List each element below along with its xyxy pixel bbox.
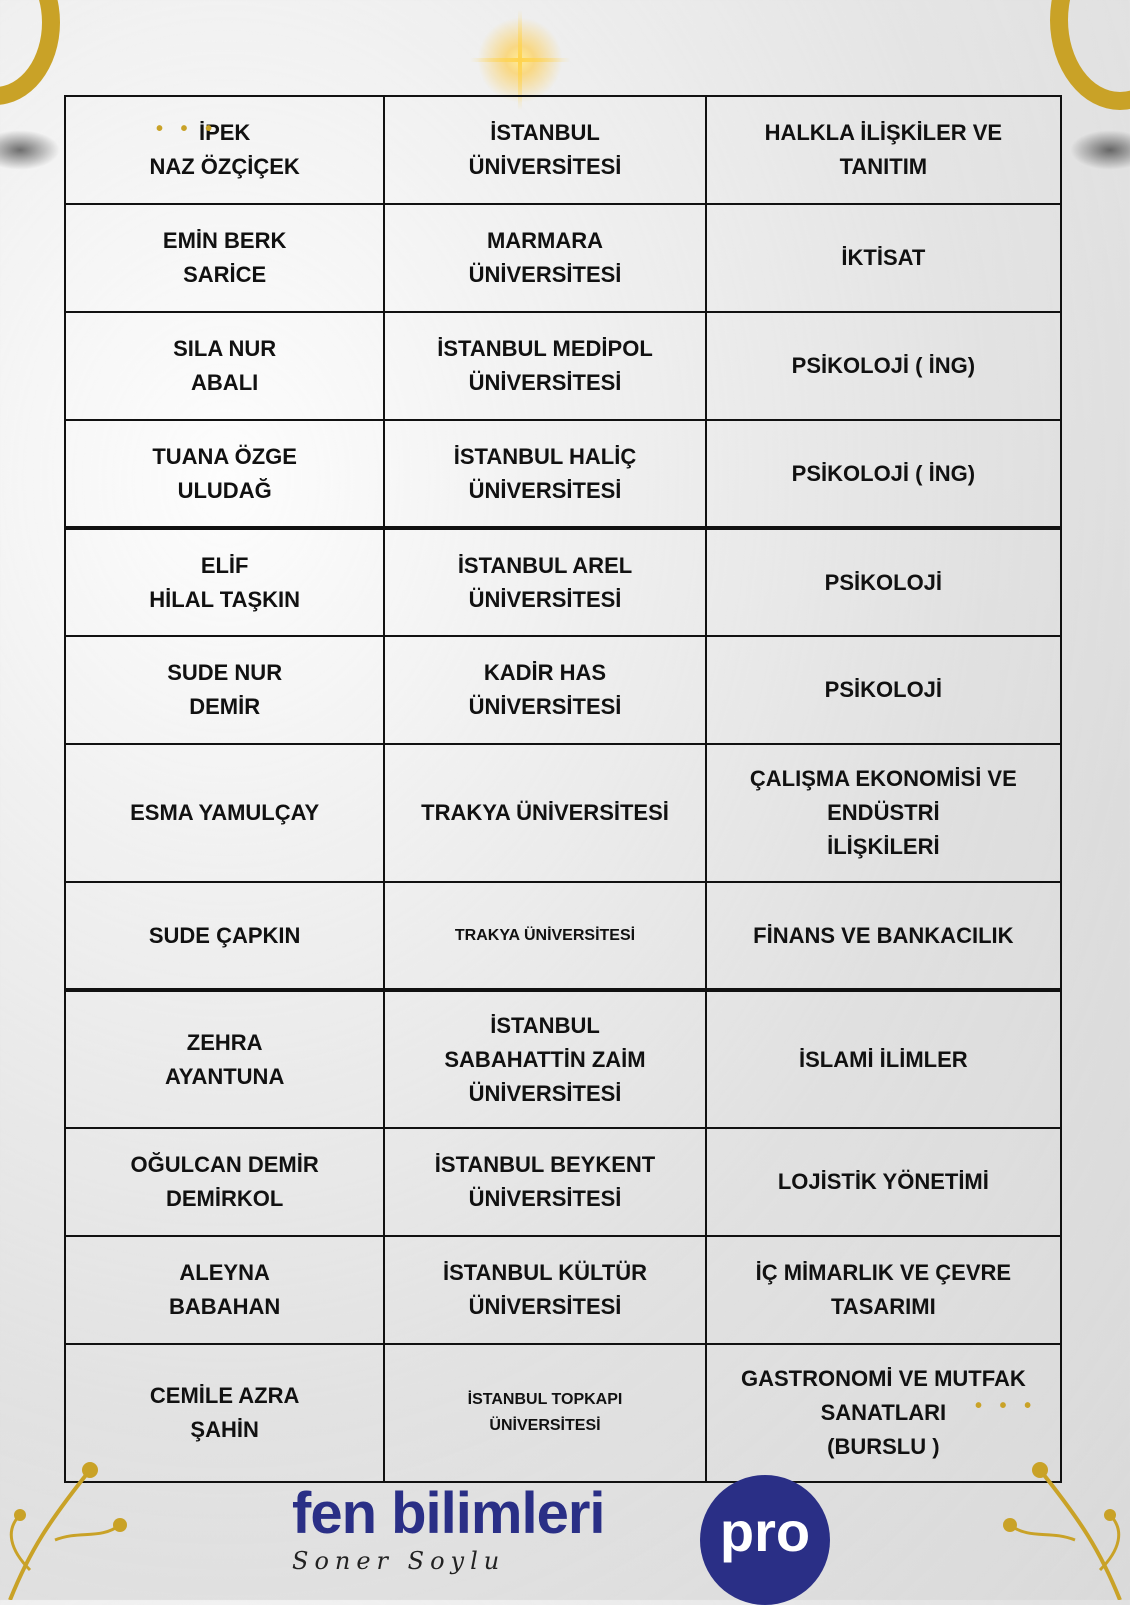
department-name: PSİKOLOJİ ( İNG) xyxy=(706,312,1061,420)
table-row xyxy=(65,204,1061,312)
table-row xyxy=(65,96,1061,204)
university-name: İSTANBUL MEDİPOL ÜNİVERSİTESİ xyxy=(384,312,705,420)
gold-dots-decoration: • • • xyxy=(156,118,219,140)
table-row xyxy=(65,744,1061,882)
university-name: TRAKYA ÜNİVERSİTESİ xyxy=(384,882,705,990)
student-name: SUDE ÇAPKIN xyxy=(65,882,384,990)
logo-badge-text: pro xyxy=(719,1500,811,1563)
department-name: İÇ MİMARLIK VE ÇEVRE TASARIMI xyxy=(706,1236,1061,1344)
department-name: PSİKOLOJİ xyxy=(706,636,1061,744)
university-name: İSTANBUL SABAHATTİN ZAİM ÜNİVERSİTESİ xyxy=(384,990,705,1128)
student-name: İPEK NAZ ÖZÇİÇEK xyxy=(65,96,384,204)
student-name: ZEHRA AYANTUNA xyxy=(65,990,384,1128)
department-name: GASTRONOMİ VE MUTFAK SANATLARI (BURSLU ) xyxy=(706,1344,1061,1482)
university-name: MARMARA ÜNİVERSİTESİ xyxy=(384,204,705,312)
gold-plant-decoration-left xyxy=(0,1430,150,1600)
university-name: İSTANBUL HALİÇ ÜNİVERSİTESİ xyxy=(384,420,705,528)
student-name: SUDE NUR DEMİR xyxy=(65,636,384,744)
department-name: İKTİSAT xyxy=(706,204,1061,312)
student-name: ALEYNA BABAHAN xyxy=(65,1236,384,1344)
student-name: ESMA YAMULÇAY xyxy=(65,744,384,882)
table-row xyxy=(65,1344,1061,1482)
logo-signature: Soner Soylu xyxy=(292,1547,506,1575)
logo-badge xyxy=(700,1475,830,1605)
student-name: TUANA ÖZGE ULUDAĞ xyxy=(65,420,384,528)
table-row xyxy=(65,420,1061,528)
department-name: İSLAMİ İLİMLER xyxy=(706,990,1061,1128)
gold-dots-decoration: • • • xyxy=(975,1395,1038,1417)
university-name: İSTANBUL KÜLTÜR ÜNİVERSİTESİ xyxy=(384,1236,705,1344)
department-name: PSİKOLOJİ xyxy=(706,528,1061,636)
student-name: SILA NUR ABALI xyxy=(65,312,384,420)
results-table xyxy=(64,95,1062,1483)
table-row xyxy=(65,1236,1061,1344)
student-name: OĞULCAN DEMİR DEMİRKOL xyxy=(65,1128,384,1236)
university-name: İSTANBUL ÜNİVERSİTESİ xyxy=(384,96,705,204)
table-row xyxy=(65,636,1061,744)
university-name: İSTANBUL BEYKENT ÜNİVERSİTESİ xyxy=(384,1128,705,1236)
shadow-decoration-left xyxy=(0,130,60,170)
table-row xyxy=(65,528,1061,636)
department-name: FİNANS VE BANKACILIK xyxy=(706,882,1061,990)
gold-ring-decoration-left xyxy=(0,0,60,105)
university-name: KADİR HAS ÜNİVERSİTESİ xyxy=(384,636,705,744)
table-row xyxy=(65,990,1061,1128)
university-name: İSTANBUL TOPKAPI ÜNİVERSİTESİ xyxy=(384,1344,705,1482)
table-row xyxy=(65,882,1061,990)
department-name: LOJİSTİK YÖNETİMİ xyxy=(706,1128,1061,1236)
table-row xyxy=(65,312,1061,420)
gold-ring-decoration-right xyxy=(1050,0,1130,110)
university-name: TRAKYA ÜNİVERSİTESİ xyxy=(384,744,705,882)
student-name: CEMİLE AZRA ŞAHİN xyxy=(65,1344,384,1482)
gold-plant-decoration-right xyxy=(980,1430,1130,1600)
student-name: ELİF HİLAL TAŞKIN xyxy=(65,528,384,636)
department-name: HALKLA İLİŞKİLER VE TANITIM xyxy=(706,96,1061,204)
brand-logo xyxy=(292,1475,832,1575)
logo-main-text: fen bilimleri xyxy=(292,1481,605,1546)
table-row xyxy=(65,1128,1061,1236)
department-name: ÇALIŞMA EKONOMİSİ VE ENDÜSTRİ İLİŞKİLERİ xyxy=(706,744,1061,882)
shadow-decoration-right xyxy=(1070,130,1130,170)
department-name: PSİKOLOJİ ( İNG) xyxy=(706,420,1061,528)
university-name: İSTANBUL AREL ÜNİVERSİTESİ xyxy=(384,528,705,636)
student-name: EMİN BERK SARİCE xyxy=(65,204,384,312)
